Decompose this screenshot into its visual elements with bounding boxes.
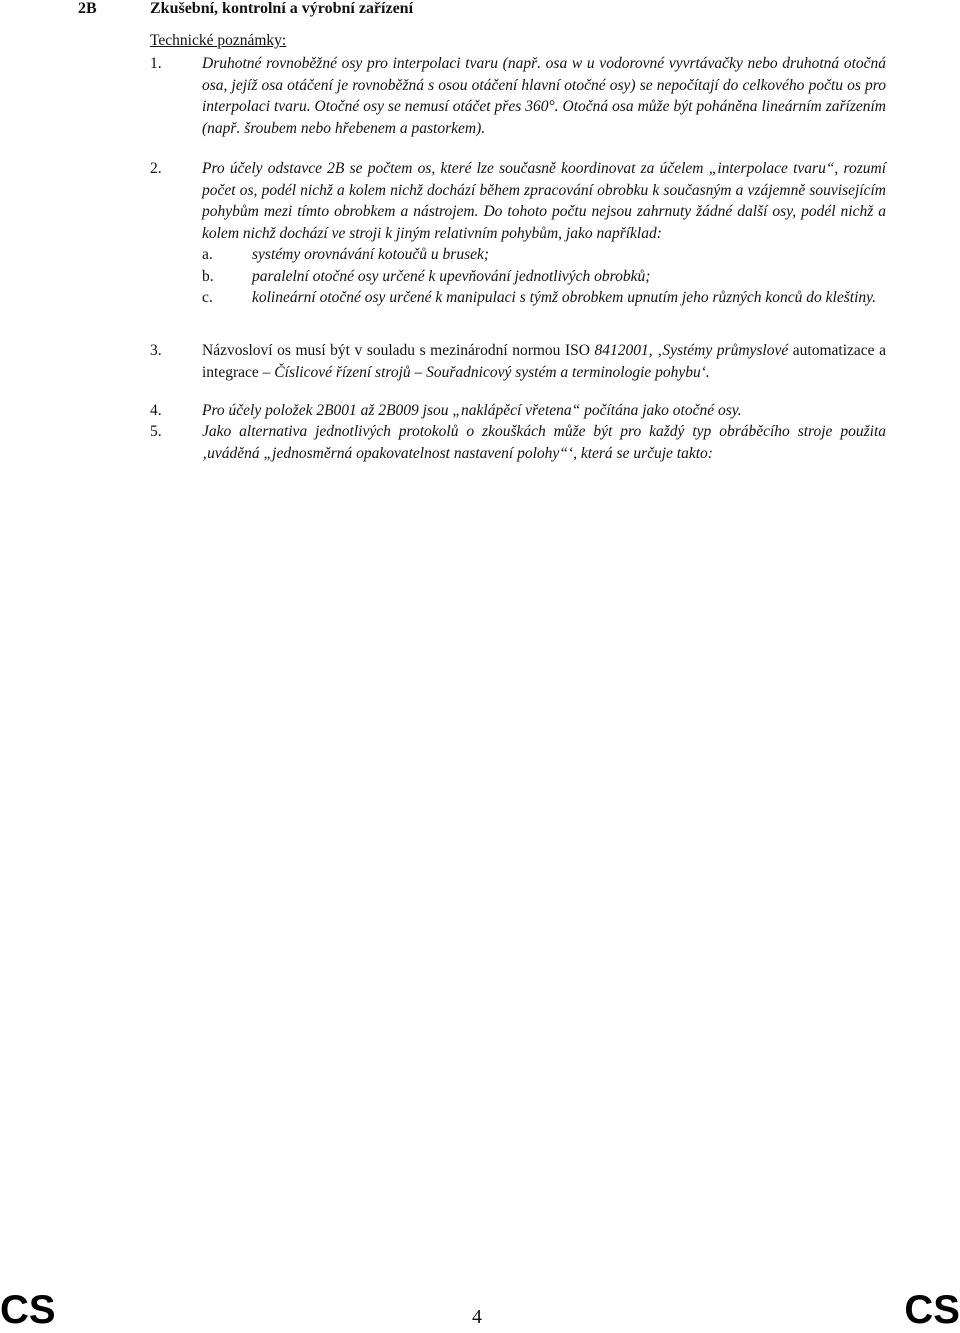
list-item-letter: b. xyxy=(202,267,214,285)
note-text: Jako alternativa jednotlivých protokolů o zkouškách může být pro každý typ obráběcího stroje použita ‚uváděná „jednosměrná opakovatelnost nastavení polohy“‘, která se určuje takto: xyxy=(202,423,886,462)
list-item-text: kolineární otočné osy určené k manipulaci s týmž obrobkem upnutím jeho různých konců do kleštiny. xyxy=(252,289,877,306)
note-text-italic: Číslicové řízení strojů – Souřadnicový systém a terminologie pohybu‘. xyxy=(274,363,710,381)
note-number: 5. xyxy=(150,423,162,440)
page-number: 4 xyxy=(472,1306,482,1328)
technical-note-2 xyxy=(150,158,886,309)
list-item-text: systémy orovnávání kotoučů u brusek; xyxy=(252,246,490,263)
footer-language-code-left: CS xyxy=(0,1288,56,1332)
note-number: 3. xyxy=(150,342,162,359)
note-number: 4. xyxy=(150,402,162,419)
list-item xyxy=(202,244,886,266)
note-sub-list xyxy=(202,244,886,309)
list-item xyxy=(202,266,886,288)
note-text: Pro účely odstavce 2B se počtem os, které lze současně koordinovat za účelem „interpolace tvaru“, rozumí počet os, podél nichž a kolem nichž dochází během zpracování obrobku k současným a vzájemně souvisejícím pohybům mezi tímto obrobkem a nástrojem. Do tohoto počtu nejsou zahrnuty žádné další osy, podél nichž a kolem nichž dochází ve stroji k jiným relativním pohybům, jako například: xyxy=(202,160,886,242)
note-text-upright: Názvosloví os musí být v souladu s mezinárodní normou ISO xyxy=(202,342,590,359)
note-text: Pro účely položek 2B001 až 2B009 jsou „naklápěcí vřetena“ počítána jako otočné osy. xyxy=(202,402,742,419)
section-code: 2B xyxy=(78,0,97,17)
list-item-text: paralelní otočné osy určené k upevňování jednotlivých obrobků; xyxy=(252,267,651,285)
list-item xyxy=(202,287,886,309)
note-number: 2. xyxy=(150,160,162,177)
list-item-letter: c. xyxy=(202,289,213,306)
footer-language-code-right: CS xyxy=(904,1288,960,1332)
technical-note-1 xyxy=(150,53,886,139)
technical-note-3 xyxy=(150,340,886,383)
technical-notes-heading: Technické poznámky: xyxy=(150,32,287,49)
section-title: Zkušební, kontrolní a výrobní zařízení xyxy=(150,0,414,17)
note-text: Druhotné rovnoběžné osy pro interpolaci tvaru (např. osa w u vodorovné vyvrtávačky nebo druhotná otočná osa, jejíž osa otáčení je rovnoběžná s osou otáčení hlavní otočné osy) se nepočítají do celkového počtu os pro interpolaci tvaru. Otočné osy se nemusí otáčet přes 360°. Otočná osa může být poháněna lineárním zařízením (např. šroubem nebo hřebenem a pastorkem). xyxy=(202,55,886,137)
note-text-italic: 8412001, ‚Systémy průmyslové xyxy=(589,342,789,359)
list-item-letter: a. xyxy=(202,246,213,263)
technical-note-5 xyxy=(150,421,886,464)
note-number: 1. xyxy=(150,55,162,72)
technical-note-4 xyxy=(150,400,886,422)
note-text-upright: automatizace a integrace – xyxy=(202,342,886,381)
